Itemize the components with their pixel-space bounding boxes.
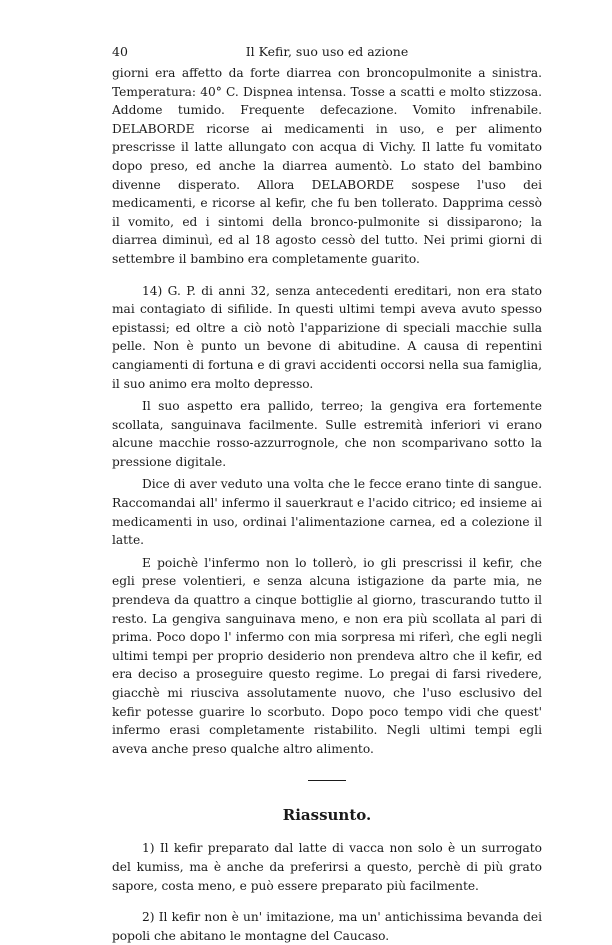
section-separator-rule <box>308 780 346 781</box>
running-title: Il Kefir, suo uso ed azione <box>245 44 409 59</box>
case-14-paragraph-1: 14) G. P. di anni 32, senza antecedenti ereditari, non era stato mai contagiato di sifilide. In questi ultimi tempi aveva avuto spesso epistassi; ed oltre a ciò notò l'apparizione di speciali macchie sulla pelle. Non è punto un bevone di abitudine. A causa di repentini cangiamenti di fortuna e di gravi accidenti occorsi nella sua famiglia, il suo animo era molto depresso. <box>112 283 542 391</box>
page-number: 40 <box>112 44 128 59</box>
summary-item-2: 2) Il kefir non è un' imitazione, ma un' antichissima bevanda dei popoli che abitano le montagne del Caucaso. <box>112 910 542 943</box>
summary-item-1: 1) Il kefir preparato dal latte di vacca non solo è un surrogato del kumiss, ma è anche da preferirsi a questo, perchè di più grato sapore, costa meno, e può essere preparato più facilmente. <box>112 841 542 893</box>
case-14-paragraph-4: E poichè l'infermo non lo tollerò, io gli prescrissi il kefir, che egli prese volentieri, e senza alcuna istigazione da parte mia, ne prendeva da quattro a cinque bottiglie al giorno, trascurando tutto il resto. La gengiva sanguinava meno, e non era più scollata al pari di prima. Poco dopo l' infermo con mia sorpresa mi riferì, che egli negli ultimi tempi per proprio desiderio non prendeva altro che il kefir, ed era deciso a proseguire questo regime. Lo pregai di farsi rivedere, giacchè mi riusciva assolutamente nuovo, che l'uso esclusivo del kefir potesse guarire lo scorbuto. Dopo poco tempo vidi che quest' infermo erasi completamente ristabilito. Negli ultimi tempi egli aveva anche preso qualche altro alimento. <box>112 555 542 756</box>
case-13-continuation: giorni era affetto da forte diarrea con broncopulmonite a sinistra. Temperatura: 40° C. Dispnea intensa. Tosse a scatti e molto stizzosa. Addome tumido. Frequente defecazione. Vomito infrenabile. DELABORDE ricorse ai medicamenti in uso, e per alimento prescrisse il latte allungato con acqua di Vichy. Il latte fu vomitato dopo preso, ed anche la diarrea aumentò. Lo stato del bambino divenne disperato. Allora DELABORDE sospese l'uso dei medicamenti, e ricorse al kefir, che fu ben tollerato. Dapprima cessò il vomito, ed i sintomi della bronco-pulmonite si dissiparono; la diarrea diminuì, ed al 18 agosto cessò del tutto. Nei primi giorni di settembre il bambino era completamente guarito. <box>112 66 542 266</box>
case-14-paragraph-2: Il suo aspetto era pallido, terreo; la gengiva era fortemente scollata, sanguinava facilmente. Sulle estremità inferiori vi erano alcune macchie rosso-azzurrognole, che non scomparivano sotto la pressione digitale. <box>112 399 542 469</box>
case-14-paragraph-3: Dice di aver veduto una volta che le fecce erano tinte di sangue. Raccomandai all' infermo il sauerkraut e l'acido citrico; ed insieme ai medicamenti in uso, ordinai l'alimentazione carnea, ed a colezione il latte. <box>112 477 542 548</box>
body-text <box>112 64 542 945</box>
running-header <box>112 42 542 62</box>
summary-title: Riassunto. <box>282 806 372 825</box>
